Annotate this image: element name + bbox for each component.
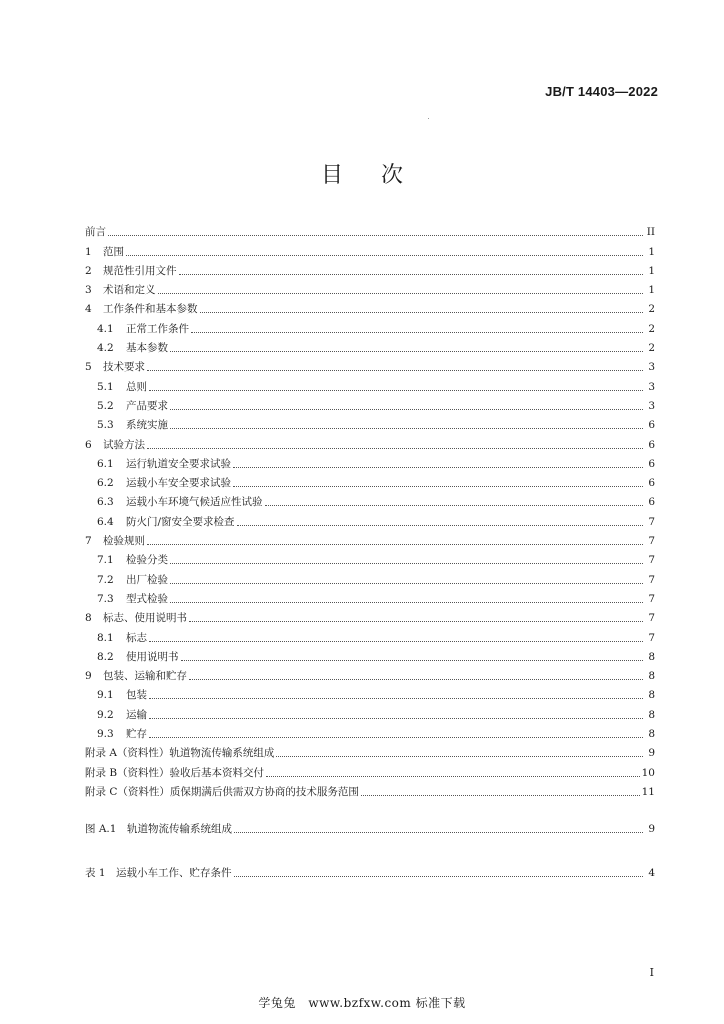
toc-entry-page: 3	[648, 361, 655, 374]
toc-entry-number: 7.2	[97, 573, 114, 586]
toc-entry[interactable]	[85, 297, 655, 316]
toc-entry-label: 正常工作条件	[126, 322, 189, 335]
toc-entry-label: 防火门/窗安全要求检查	[126, 515, 235, 528]
dot-leader	[276, 755, 643, 757]
toc-entry-page: 10	[641, 766, 655, 779]
toc-entry[interactable]	[85, 529, 655, 548]
dot-leader	[200, 311, 644, 313]
toc-entry[interactable]	[85, 355, 655, 374]
toc-entry[interactable]	[85, 645, 655, 664]
toc-entry-number: 5.3	[97, 419, 114, 432]
toc-entry-label: 前言	[85, 226, 106, 239]
toc-entry-number: 7	[85, 535, 92, 548]
dot-leader	[191, 331, 643, 333]
toc-entry-number: 5.1	[97, 380, 114, 393]
toc-entry-number: 8	[85, 612, 92, 625]
toc-entry-page: 6	[648, 477, 655, 490]
dot-leader	[234, 875, 643, 877]
toc-entry-page: 1	[648, 264, 655, 277]
toc-entry-label: 系统实施	[126, 419, 168, 432]
toc-entry-number: 6.3	[97, 496, 114, 509]
toc-entry-label: 规范性引用文件	[103, 264, 177, 277]
toc-entry[interactable]	[85, 239, 655, 258]
dot-leader	[179, 273, 644, 275]
toc-entry-label: 产品要求	[126, 399, 168, 412]
toc-entry-label: 使用说明书	[126, 650, 179, 663]
toc-entry-page: 7	[648, 554, 655, 567]
watermark-text: 学兔兔 www.bzfxw.com 标准下载	[258, 996, 466, 1010]
toc-entry-page: 7	[648, 612, 655, 625]
toc-entry-number: 6.1	[97, 457, 114, 470]
page-number: I	[649, 966, 654, 979]
toc-entry-number: 2	[85, 264, 92, 277]
toc-entry-page: 6	[648, 457, 655, 470]
toc-entry[interactable]	[85, 259, 655, 278]
toc-entry-page: 8	[648, 708, 655, 721]
toc-entry-page: 6	[648, 496, 655, 509]
toc-entry-page: 3	[648, 399, 655, 412]
toc-entry-number: 4.1	[97, 322, 114, 335]
dot-leader	[147, 369, 643, 371]
toc-entry[interactable]	[85, 394, 655, 413]
toc-entry-label: 运行轨道安全要求试验	[126, 457, 231, 470]
toc-entry-page: 8	[648, 670, 655, 683]
toc-entry-number: 7.1	[97, 554, 114, 567]
toc-entry-page: 3	[648, 380, 655, 393]
toc-entry-page: 7	[648, 631, 655, 644]
table-of-contents	[85, 220, 655, 880]
toc-entry-label: 术语和定义	[103, 284, 156, 297]
section-gap	[85, 836, 655, 860]
toc-entry-label: 运载小车安全要求试验	[126, 477, 231, 490]
toc-entry-number: 3	[85, 284, 92, 297]
toc-entry-label: 运载小车环境气候适应性试验	[126, 496, 263, 509]
toc-entry-label: 附录 C（资料性）质保期满后供需双方协商的技术服务范围	[85, 785, 359, 798]
toc-entry[interactable]	[85, 625, 655, 644]
dot-leader	[234, 831, 643, 833]
dot-leader	[108, 234, 643, 236]
toc-entry[interactable]	[85, 722, 655, 741]
toc-entry-page: 9	[648, 823, 655, 836]
toc-entry[interactable]	[85, 220, 655, 239]
dot-leader	[233, 485, 643, 487]
toc-entry-number: 9.2	[97, 708, 114, 721]
toc-entry[interactable]	[85, 278, 655, 297]
dot-leader	[233, 466, 643, 468]
dot-leader	[181, 659, 644, 661]
standard-code: JB/T 14403—2022	[545, 84, 658, 99]
dot-leader	[237, 524, 643, 526]
toc-entry-label: 总则	[126, 380, 147, 393]
toc-entry-label: 型式检验	[126, 592, 168, 605]
dot-leader	[265, 504, 644, 506]
dot-leader	[170, 350, 643, 352]
toc-entry-page: 2	[648, 303, 655, 316]
dot-leader	[158, 292, 644, 294]
toc-entry-label: 检验规则	[103, 535, 145, 548]
table-list-entry[interactable]	[85, 860, 655, 879]
toc-entry-page: 2	[648, 322, 655, 335]
dot-leader	[149, 736, 643, 738]
toc-entry-number: 6	[85, 438, 92, 451]
dot-leader	[170, 408, 643, 410]
toc-entry[interactable]	[85, 471, 655, 490]
dot-leader	[170, 582, 643, 584]
dot-leader	[189, 620, 643, 622]
dot-leader	[147, 543, 643, 545]
toc-entry-label: 附录 B（资料性）验收后基本资料交付	[85, 766, 265, 779]
toc-entry-label: 范围	[103, 245, 124, 258]
toc-entry[interactable]	[85, 741, 655, 760]
toc-entry[interactable]	[85, 432, 655, 451]
dot-leader	[266, 775, 640, 777]
toc-entry[interactable]	[85, 567, 655, 586]
toc-entry[interactable]	[85, 702, 655, 721]
dot-leader	[149, 697, 643, 699]
dot-leader	[170, 427, 643, 429]
toc-entry-page: 6	[648, 438, 655, 451]
toc-entry-page: 9	[648, 747, 655, 760]
toc-entry-number: 5	[85, 361, 92, 374]
toc-entry-label: 运输	[126, 708, 147, 721]
toc-entry[interactable]	[85, 548, 655, 567]
toc-entry-label: 包装、运输和贮存	[103, 670, 187, 683]
toc-entry-page: 7	[648, 535, 655, 548]
section-gap	[85, 799, 655, 817]
toc-entry-label: 图 A.1 轨道物流传输系统组成	[85, 823, 232, 836]
dot-leader	[149, 717, 643, 719]
toc-entry[interactable]	[85, 587, 655, 606]
toc-entry[interactable]	[85, 664, 655, 683]
toc-entry-page: 8	[648, 689, 655, 702]
scan-speck	[428, 118, 429, 119]
toc-entry-page: 2	[648, 342, 655, 355]
toc-entry-number: 9.3	[97, 728, 114, 741]
dot-leader	[361, 794, 640, 796]
toc-entry-page: 4	[648, 866, 655, 879]
toc-entry-label: 基本参数	[126, 342, 168, 355]
toc-entry-label: 贮存	[126, 728, 147, 741]
toc-entry[interactable]	[85, 413, 655, 432]
toc-entry-label: 技术要求	[103, 361, 145, 374]
toc-entry-label: 附录 A（资料性）轨道物流传输系统组成	[85, 747, 275, 760]
toc-entry[interactable]	[85, 374, 655, 393]
toc-entry-number: 5.2	[97, 399, 114, 412]
toc-entry-page: 7	[648, 592, 655, 605]
toc-entry-page: 6	[648, 419, 655, 432]
toc-entry-page: 11	[641, 785, 655, 798]
toc-entry[interactable]	[85, 780, 655, 799]
toc-entry-number: 6.4	[97, 515, 114, 528]
page-title: 目次	[320, 163, 441, 188]
figure-list-entry[interactable]	[85, 817, 655, 836]
dot-leader	[170, 562, 643, 564]
dot-leader	[170, 601, 643, 603]
toc-entry[interactable]	[85, 490, 655, 509]
toc-entry-page: 1	[648, 284, 655, 297]
dot-leader	[126, 254, 643, 256]
toc-entry-page: II	[646, 226, 655, 239]
toc-entry-page: 8	[648, 728, 655, 741]
dot-leader	[189, 678, 643, 680]
toc-entry-number: 1	[85, 245, 92, 258]
toc-entry[interactable]	[85, 336, 655, 355]
toc-entry-number: 4	[85, 303, 92, 316]
toc-entry-number: 8.2	[97, 650, 114, 663]
toc-entry-label: 出厂检验	[126, 573, 168, 586]
toc-entry-number: 9	[85, 670, 92, 683]
toc-entry-number: 7.3	[97, 592, 114, 605]
toc-entry-number: 6.2	[97, 477, 114, 490]
toc-entry-label: 表 1 运载小车工作、贮存条件	[85, 866, 232, 879]
toc-entry[interactable]	[85, 316, 655, 335]
toc-entry-page: 1	[648, 245, 655, 258]
toc-entry-label: 试验方法	[103, 438, 145, 451]
toc-entry-page: 7	[648, 573, 655, 586]
toc-entry-label: 检验分类	[126, 554, 168, 567]
toc-entry-number: 8.1	[97, 631, 114, 644]
toc-entry[interactable]	[85, 683, 655, 702]
toc-entry[interactable]	[85, 509, 655, 528]
toc-entry-label: 标志	[126, 631, 147, 644]
toc-entry[interactable]	[85, 452, 655, 471]
toc-entry-label: 标志、使用说明书	[103, 612, 187, 625]
dot-leader	[147, 447, 643, 449]
toc-entry-number: 9.1	[97, 689, 114, 702]
toc-entry-label: 工作条件和基本参数	[103, 303, 198, 316]
toc-entry-label: 包装	[126, 689, 147, 702]
toc-entry-page: 8	[648, 650, 655, 663]
dot-leader	[149, 389, 643, 391]
dot-leader	[149, 640, 643, 642]
toc-entry-page: 7	[648, 515, 655, 528]
toc-entry[interactable]	[85, 760, 655, 779]
toc-entry-number: 4.2	[97, 342, 114, 355]
toc-entry[interactable]	[85, 606, 655, 625]
